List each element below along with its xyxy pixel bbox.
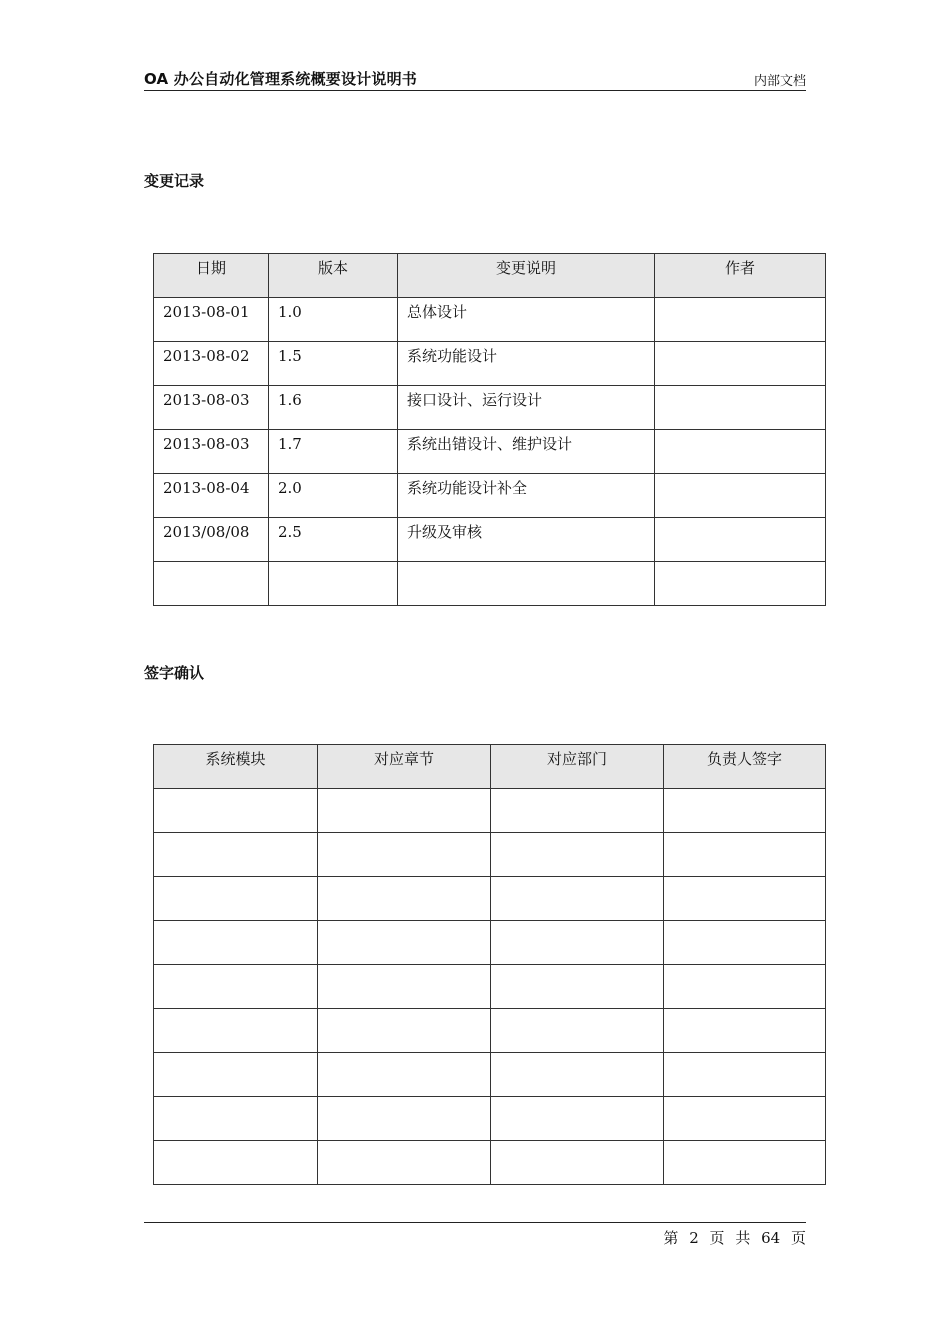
document-classification: 内部文档: [753, 74, 806, 89]
signature-table: [153, 744, 826, 1185]
cell-description: 系统功能设计: [398, 342, 655, 386]
cell-department: [491, 1141, 664, 1185]
change-record-table: [153, 253, 826, 606]
cell-module: [154, 1053, 318, 1097]
cell-description: 系统出错设计、维护设计: [398, 430, 655, 474]
cell-description: [398, 562, 655, 606]
cell-author: [655, 430, 826, 474]
signature-table-body: [154, 789, 826, 1185]
cell-department: [491, 789, 664, 833]
cell-date: 2013/08/08: [154, 518, 269, 562]
cell-author: [655, 386, 826, 430]
cell-chapter: [318, 1053, 491, 1097]
column-header-author: 作者: [655, 254, 826, 298]
cell-date: 2013-08-03: [154, 386, 269, 430]
cell-module: [154, 1097, 318, 1141]
cell-department: [491, 965, 664, 1009]
page-number: 2: [689, 1229, 699, 1247]
cell-version: 1.5: [269, 342, 398, 386]
table-header-row: [154, 254, 826, 298]
column-header-description: 变更说明: [398, 254, 655, 298]
cell-description: 系统功能设计补全: [398, 474, 655, 518]
cell-author: [655, 342, 826, 386]
cell-version: 2.0: [269, 474, 398, 518]
cell-signature: [664, 789, 826, 833]
cell-date: [154, 562, 269, 606]
cell-module: [154, 877, 318, 921]
cell-chapter: [318, 1141, 491, 1185]
cell-author: [655, 518, 826, 562]
document-title: OA 办公自动化管理系统概要设计说明书: [144, 70, 417, 88]
page-header: [144, 66, 806, 91]
table-row: [154, 298, 826, 342]
cell-author: [655, 298, 826, 342]
cell-signature: [664, 921, 826, 965]
column-header-signature: 负责人签字: [664, 745, 826, 789]
cell-date: 2013-08-03: [154, 430, 269, 474]
cell-module: [154, 1141, 318, 1185]
page-footer: [663, 1227, 806, 1248]
cell-signature: [664, 965, 826, 1009]
cell-date: 2013-08-04: [154, 474, 269, 518]
cell-module: [154, 921, 318, 965]
cell-version: [269, 562, 398, 606]
column-header-department: 对应部门: [491, 745, 664, 789]
cell-date: 2013-08-02: [154, 342, 269, 386]
table-row: [154, 518, 826, 562]
cell-author: [655, 474, 826, 518]
page-prefix: 第: [663, 1229, 679, 1247]
table-row: [154, 342, 826, 386]
page-suffix: 页: [790, 1229, 806, 1247]
table-row: [154, 474, 826, 518]
cell-department: [491, 877, 664, 921]
cell-department: [491, 1097, 664, 1141]
footer-divider: [144, 1222, 806, 1223]
cell-chapter: [318, 921, 491, 965]
column-header-date: 日期: [154, 254, 269, 298]
cell-department: [491, 1053, 664, 1097]
cell-department: [491, 921, 664, 965]
cell-version: 1.7: [269, 430, 398, 474]
table-row: [154, 1009, 826, 1053]
cell-chapter: [318, 833, 491, 877]
cell-signature: [664, 1009, 826, 1053]
table-row: [154, 789, 826, 833]
cell-description: 接口设计、运行设计: [398, 386, 655, 430]
table-row: [154, 1053, 826, 1097]
cell-description: 总体设计: [398, 298, 655, 342]
cell-signature: [664, 877, 826, 921]
column-header-chapter: 对应章节: [318, 745, 491, 789]
cell-description: 升级及审核: [398, 518, 655, 562]
page-mid: 页 共: [709, 1229, 751, 1247]
cell-department: [491, 833, 664, 877]
cell-signature: [664, 1141, 826, 1185]
cell-version: 1.0: [269, 298, 398, 342]
total-pages: 64: [761, 1229, 781, 1247]
cell-module: [154, 833, 318, 877]
cell-author: [655, 562, 826, 606]
cell-chapter: [318, 1097, 491, 1141]
cell-signature: [664, 1097, 826, 1141]
column-header-version: 版本: [269, 254, 398, 298]
table-row: [154, 562, 826, 606]
table-header-row: [154, 745, 826, 789]
table-row: [154, 833, 826, 877]
cell-version: 1.6: [269, 386, 398, 430]
table-row: [154, 921, 826, 965]
signature-heading: 签字确认: [144, 664, 205, 682]
cell-signature: [664, 833, 826, 877]
table-row: [154, 1141, 826, 1185]
column-header-module: 系统模块: [154, 745, 318, 789]
table-row: [154, 1097, 826, 1141]
cell-chapter: [318, 789, 491, 833]
table-row: [154, 386, 826, 430]
table-row: [154, 877, 826, 921]
cell-chapter: [318, 877, 491, 921]
change-record-heading: 变更记录: [144, 172, 205, 190]
table-row: [154, 965, 826, 1009]
cell-department: [491, 1009, 664, 1053]
cell-module: [154, 789, 318, 833]
cell-signature: [664, 1053, 826, 1097]
cell-date: 2013-08-01: [154, 298, 269, 342]
cell-chapter: [318, 965, 491, 1009]
table-row: [154, 430, 826, 474]
cell-module: [154, 965, 318, 1009]
cell-module: [154, 1009, 318, 1053]
cell-version: 2.5: [269, 518, 398, 562]
cell-chapter: [318, 1009, 491, 1053]
